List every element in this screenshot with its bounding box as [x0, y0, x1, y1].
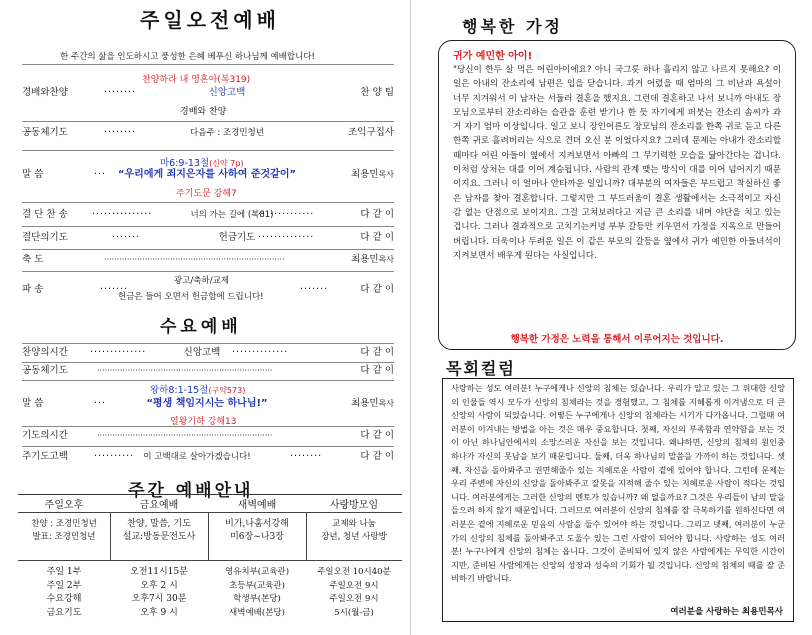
sermon-ref: 왕하8:1-15절(구약573) [150, 385, 246, 396]
weekly-grid [18, 496, 402, 621]
divider [18, 512, 402, 513]
sermon-title: “평생 책임지시는 하나님!” [146, 398, 268, 409]
order-row: 주기도고백 ·········· 이 고백대로 살아가겠습니다! ········ 다 같 이 [22, 451, 394, 462]
weekly-schedule: 오전11시15분 오후 2 시 오후7시 30분 오후 9 시 [130, 567, 188, 618]
divider [22, 249, 394, 250]
family-body: "당신이 한두 살 먹은 어린아이에요? 아니 국그릇 하나 흘리지 않고 나르지 못해요? 이 일은 아내의 잔소리에 남편은 입을 닫습니다. 과거 어렸을 때 엄마의 그 비난과 욕설이 너무 지겨워서 이 남자는 서둘러 결혼을 했지요. 그런데 결혼하고 나서 보니까 아내도 장모님으로부터 잔소리하는 습관을 훈련 받기나 한 듯 자기에게 퍼붓는 잔소리 솜씨가 과거 자기 엄마 이상입니다. 일고 보니 장인어른도 장모님의 잔소리를 한쪽 귀로 듣고 다른 한쪽 귀로 흘려버리는 식으로 견뎌 오신 분 이었다지요? 그러데 문제는 아내가 잔소리할 때마다 어린 아들이 옆에서 지켜보면서 아빠의 그 무기력한 모습을 닮아간다는 겁니다. 이처럼 상처는 대를 이어 계승됩니다. 사람의 관계 맺는 방식이 대를 이어 넘어지기 때문이지요. 그러니 이 얼마나 안타까운 일입니까? 대부분의 여자들은 부드럽고 착실하신 좋은 남자를 찾아 결혼합니다. 그렇지만 그 부드러움이 결혼 생활에서는 소극적이고 자신감 없는 단점으로 보이지요. 그걸 고쳐보려다고 지금 큰 소리를 내며 야단을 치고 있는 겁니다. 그러나 결과적으로 고치기는커녕 부부 갈등만 키우면서 가정을 지옥으로 만들어 버립니다. 더욱이나 두려운 일은 이 같은 부모의 갈등을 옆에서 귀가 예민한 아들녀석이 지켜보면서 배우게 된다는 사실입니다. [453, 65, 781, 261]
weekly-title: 주간 예배안내 [128, 481, 254, 501]
divider [22, 121, 394, 122]
sermon-ref: 마6:9-13절(신약 7p) [160, 158, 244, 169]
morning-title: 주일오전예배 [140, 8, 280, 32]
order-row: 결 단 찬 송 ··············· 너의 가는 길에 (복81) ·············· 다 같 이 [22, 209, 394, 220]
wednesday-title: 수요예배 [160, 317, 242, 337]
order-row: 찬양의시간 ·············· 신앙고백 ·············· 다 같 이 [22, 347, 394, 358]
weekly-header: 사랑방모임 [329, 500, 379, 511]
weekly-schedule: 주일 1부 주일 2부 수요강해 금요기도 [46, 567, 82, 618]
divider [22, 380, 394, 381]
family-title: 행복한 가정 [462, 17, 563, 36]
sermon-series: 열왕기하 강해13 [170, 417, 237, 427]
weekly-desc: 교제와 나눔 장년, 청년 사랑방 [321, 519, 387, 542]
order-row: 말 씀 ··· “우리에게 죄지은자를 사하여 준것같이” 최용민목사 [22, 166, 394, 184]
divider [22, 446, 394, 447]
order-row: 축 도 ······································································· 최용민목사 [22, 254, 394, 265]
column-title: 목회컬럼 [446, 359, 516, 378]
divider [22, 226, 394, 227]
weekly-desc: 찬양 : 조경민청년 발표: 조경민청년 [31, 519, 97, 542]
column-signature: 여러분을 사랑하는 최용민목사 [666, 605, 783, 617]
order-row: 말 씀 ··· “평생 책임지시는 하나님!” 최용민목사 [22, 395, 394, 413]
order-row: 경배와찬양 ········ 신앙고백 찬 양 팀 [22, 87, 394, 98]
column-body: 사랑하는 성도 여러분! 누구에게나 신앙의 침체는 있습니다. 우리가 알고 있는 그 위대한 신앙의 인물들 역시 모두가 신앙의 침체라는 것을 경험했고, 그 침체를 지혜롭게 이겨냄으로 더 큰 신앙의 사람이 되었습니다. 어떻든 누구에게나 신앙의 침체라는 시기가 다가옵니다. 그럴때 여러분이 이겨내는 방법을 아는 것은 매우 중요합니다. 첫째, 자신의 부족함과 연약함을 보는 것이 아닌 하나님안에서의 소망스러운 자신을 보는 것입니다. 왜냐하면, 신앙의 침체의 원인중 하나가 자신의 못남을 보기 때문입니다. 둘째, 더욱 하나님의 말씀을 가까이 하는 것입니다. 셋째, 자신을 돌아봐주고 권면해줄수 있는 지혜로운 사람이 곁에 있어야 합니다. 그런데 문제는 우리 주변에 자신의 신앙을 돌아봐주고 잘못을 지적해 줄수 있는 지혜로운 사람이 적다는 것입니다. 여러분에게는 그러한 신앙의 멘토가 있습니까? 왜 없을까요? 그것은 우리들이 남의 말을 들으려 하지 않기 때문입니다. 그러므로 여러분이 신앙의 침체를 잘 극복하기를 원하신다면 여러분은 곁에 지혜로운 믿음의 사람을 둘수 있어야 하는 것입니다. 그리고 넷째, 여러분이 누군가의 신앙의 침체를 돌아봐주고 도울수 있는 그런 사람이 되어야 합니다. 사랑하는 성도 여러분! 누구나에게 신앙의 침체는 옵니다. 그것이 준비되어 있지 않은 사람에게는 무익한 시간이지만, 준비된 사람에게는 신앙의 성장과 성숙의 기회가 될 것입니다. 신앙의 침체의 때를 잘 준비하기 바랍니다. [451, 383, 785, 584]
weekly-schedule: 영유치부(교육관) 초등부(교육관) 학생부(본당) 새벽예배(본당) [224, 567, 290, 618]
page-divider [410, 0, 411, 635]
divider [22, 150, 394, 151]
divider [22, 271, 394, 272]
weekly-header: 새벽예배 [237, 500, 277, 511]
sermon-series: 주기도문 강해7 [176, 189, 237, 199]
order-sub: 경배와 찬양 [180, 107, 227, 117]
divider [18, 560, 402, 561]
column-box [442, 378, 794, 622]
order-row: 기도의시간 ····································································· 다 같 이 [22, 430, 394, 441]
family-heading: 귀가 예민한 아이! [453, 51, 533, 62]
weekly-header: 주일오후 [44, 500, 84, 511]
family-closing: 행복한 가정은 노력을 통해서 이루어지는 것입니다. [510, 334, 724, 345]
call-to-worship: 찬양하라 내 영혼아(복319) [142, 75, 251, 85]
sermon-title: “우리에게 죄지은자를 사하여 준것같이” [117, 169, 297, 180]
divider [22, 64, 394, 65]
order-row: 공동체기도 ········ 다음주 : 조경민청년 조익구집사 [22, 127, 394, 138]
weekly-desc: 찬양, 말씀, 기도 설교:방동문전도사 [122, 519, 196, 542]
order-row: 공동체기도 ····································································· 다 같 이 [22, 365, 394, 376]
weekly-schedule: 주일오전 10시40분 주일오전 9시 주일오전 9시 5시(월-금) [317, 567, 391, 618]
offering-note: 헌금은 들어 오면서 헌금함에 드립니다! [118, 292, 264, 302]
weekly-header: 금요예배 [139, 500, 179, 511]
weekly-desc: 비가,나훔서강해 미6장~나3장 [225, 519, 289, 542]
order-sub: 광고/축하/교제 [174, 276, 229, 286]
order-row: 파 송 ······· ······· 다 같 이 [22, 284, 394, 295]
morning-subtitle: 한 주간의 삶을 인도하시고 풍성한 은혜 베푸신 하나님께 예배합니다! [60, 52, 315, 62]
divider [18, 494, 402, 495]
order-row: 결단의기도 ······· 헌금기도 ·············· 다 같 이 [22, 232, 394, 243]
family-box [438, 40, 796, 350]
divider [22, 202, 394, 203]
